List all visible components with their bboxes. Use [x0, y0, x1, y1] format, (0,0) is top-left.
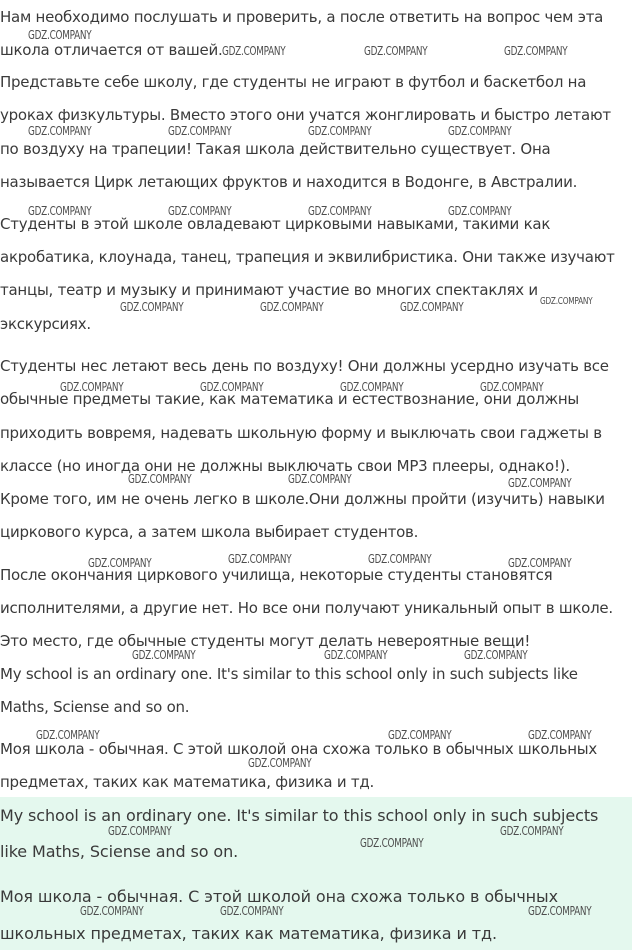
watermark: GDZ.COMPANY: [324, 648, 388, 662]
highlight-ru-line: школьных предметах, таких как математика, физика и тд.: [0, 924, 497, 943]
watermark: GDZ.COMPANY: [168, 124, 232, 138]
watermark: GDZ.COMPANY: [222, 44, 286, 58]
watermark: GDZ.COMPANY: [168, 204, 232, 218]
highlight-en-line: like Maths, Sciense and so on.: [0, 842, 239, 861]
text-line: Представьте себе школу, где студенты не играют в футбол и баскетбол на: [0, 73, 587, 91]
watermark: GDZ.COMPANY: [60, 380, 124, 394]
watermark: GDZ.COMPANY: [540, 296, 593, 307]
watermark: GDZ.COMPANY: [260, 300, 324, 314]
text-line: уроках физкультуры. Вместо этого они учатся жонглировать и быстро летают: [0, 106, 611, 124]
text-line: танцы, театр и музыку и принимают участие во многих спектаклях и: [0, 281, 538, 299]
watermark: GDZ.COMPANY: [388, 728, 452, 742]
watermark: GDZ.COMPANY: [504, 44, 568, 58]
watermark: GDZ.COMPANY: [288, 472, 352, 486]
answer-en-line: Maths, Sciense and so on.: [0, 698, 190, 716]
watermark: GDZ.COMPANY: [28, 124, 92, 138]
watermark: GDZ.COMPANY: [108, 824, 172, 838]
watermark: GDZ.COMPANY: [368, 552, 432, 566]
answer-ru-line: Моя школа - обычная. С этой школой она схожа только в обычных школьных: [0, 740, 597, 758]
watermark: GDZ.COMPANY: [448, 124, 512, 138]
watermark: GDZ.COMPANY: [220, 904, 284, 918]
watermark: GDZ.COMPANY: [400, 300, 464, 314]
watermark: GDZ.COMPANY: [508, 556, 572, 570]
text-line: обычные предметы такие, как математика и естествознание, они должны: [0, 390, 579, 408]
text-line: классе (но иногда они не должны выключать свои MP3 плееры, однако!).: [0, 457, 570, 475]
watermark: GDZ.COMPANY: [308, 124, 372, 138]
watermark: GDZ.COMPANY: [340, 380, 404, 394]
text-line: циркового курса, а затем школа выбирает студентов.: [0, 523, 419, 541]
watermark: GDZ.COMPANY: [480, 380, 544, 394]
watermark: GDZ.COMPANY: [364, 44, 428, 58]
task-line: школа отличается от вашей.: [0, 41, 223, 59]
text-line: исполнителями, а другие нет. Но все они получают уникальный опыт в школе.: [0, 599, 613, 617]
text-line: Студенты нес летают весь день по воздуху! Они должны усердно изучать все: [0, 357, 609, 375]
watermark: GDZ.COMPANY: [88, 556, 152, 570]
watermark: GDZ.COMPANY: [528, 728, 592, 742]
watermark: GDZ.COMPANY: [308, 204, 372, 218]
watermark: GDZ.COMPANY: [28, 28, 92, 42]
watermark: GDZ.COMPANY: [464, 648, 528, 662]
highlight-en-line: My school is an ordinary one. It's similar to this school only in such subjects: [0, 806, 599, 825]
task-line: Нам необходимо послушать и проверить, а после ответить на вопрос чем эта: [0, 8, 604, 26]
watermark: GDZ.COMPANY: [128, 472, 192, 486]
watermark: GDZ.COMPANY: [360, 836, 424, 850]
watermark: GDZ.COMPANY: [80, 904, 144, 918]
highlight-ru-line: Моя школа - обычная. С этой школой она схожа только в обычных: [0, 887, 558, 906]
watermark: GDZ.COMPANY: [228, 552, 292, 566]
text-line: После окончания циркового училища, некоторые студенты становятся: [0, 566, 553, 584]
text-line: приходить вовремя, надевать школьную форму и выключать свои гаджеты в: [0, 424, 602, 442]
watermark: GDZ.COMPANY: [200, 380, 264, 394]
text-line: называется Цирк летающих фруктов и находится в Водонге, в Австралии.: [0, 173, 578, 191]
text-line: Студенты в этой школе овладевают цирковыми навыками, такими как: [0, 215, 551, 233]
text-line: акробатика, клоунада, танец, трапеция и эквилибристика. Они также изучают: [0, 248, 615, 266]
watermark: GDZ.COMPANY: [120, 300, 184, 314]
text-line: Это место, где обычные студенты могут делать невероятные вещи!: [0, 632, 531, 650]
watermark: GDZ.COMPANY: [132, 648, 196, 662]
watermark: GDZ.COMPANY: [36, 728, 100, 742]
text-line: экскурсиях.: [0, 315, 91, 333]
answer-ru-line: предметах, таких как математика, физика и тд.: [0, 773, 374, 791]
watermark: GDZ.COMPANY: [508, 476, 572, 490]
watermark: GDZ.COMPANY: [28, 204, 92, 218]
text-line: по воздуху на трапеции! Такая школа действительно существует. Она: [0, 140, 551, 158]
watermark: GDZ.COMPANY: [500, 824, 564, 838]
text-line: Кроме того, им не очень легко в школе.Они должны пройти (изучить) навыки: [0, 490, 605, 508]
watermark: GDZ.COMPANY: [448, 204, 512, 218]
watermark: GDZ.COMPANY: [528, 904, 592, 918]
watermark: GDZ.COMPANY: [248, 756, 312, 770]
highlighted-answer: [0, 797, 632, 950]
answer-en-line: My school is an ordinary one. It's similar to this school only in such subjects like: [0, 665, 578, 683]
